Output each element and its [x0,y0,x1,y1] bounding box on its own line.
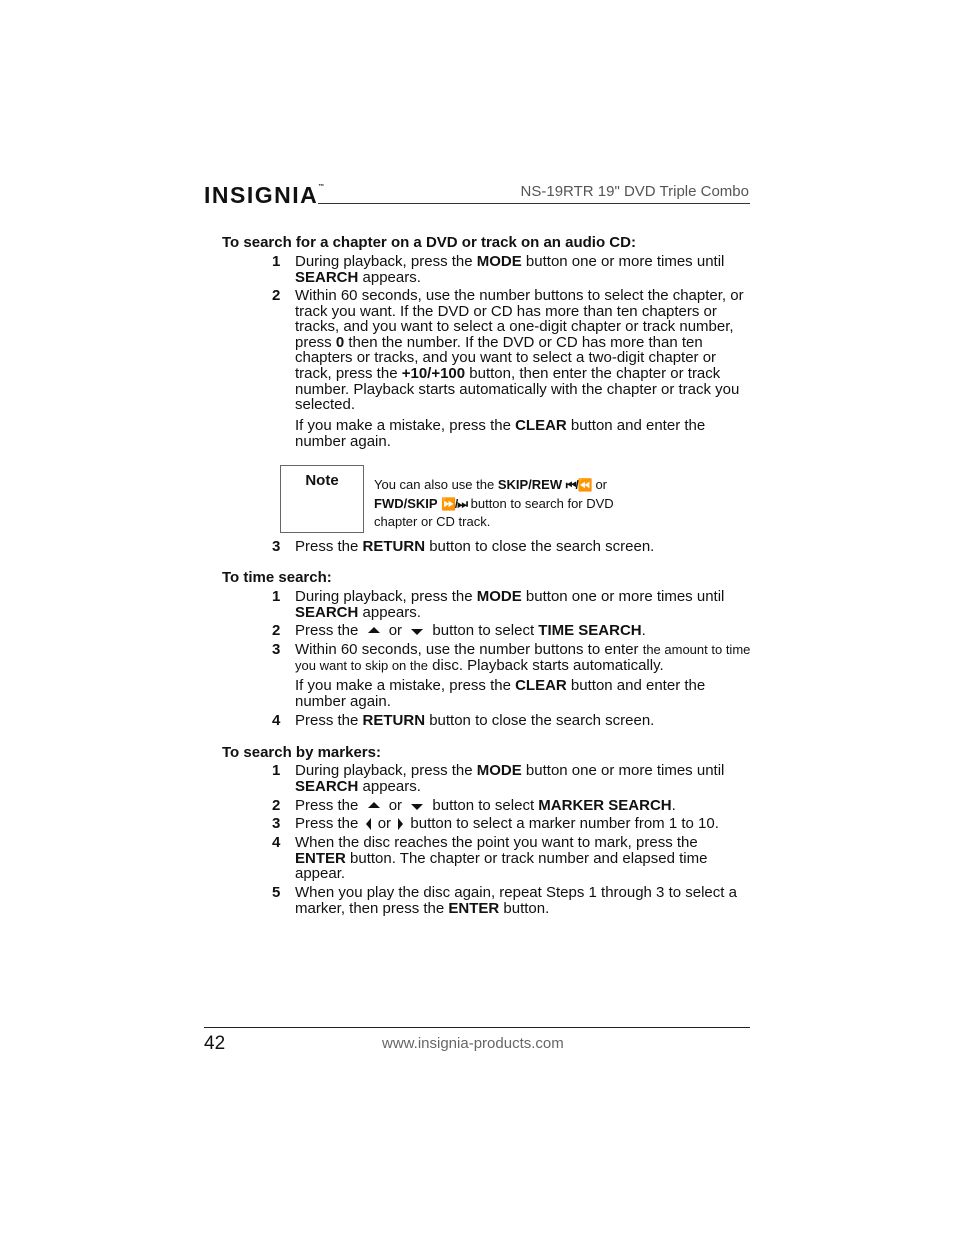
step-3: 3 Press the RETURN button to close the search screen. [272,538,655,555]
down-arrow-icon [411,629,423,635]
insignia-logo [204,182,324,209]
mistake-note: If you make a mistake, press the CLEAR button and enter the number again. [295,677,706,710]
up-arrow-icon [368,802,380,808]
step-1: 1 During playback, press the MODE button one or more times until SEARCH appears. [272,253,725,286]
page-number: 42 [204,1033,226,1054]
logo-text: INSIGNIA [204,182,319,208]
step-2: 2 Press the or button to select TIME SEARCH. [272,622,646,639]
right-arrow-icon [398,818,403,830]
step-3: 3 Press the or button to select a marker number from 1 to 10. [272,815,719,832]
step-3: 3 Within 60 seconds, use the number buttons to enter the amount to time you want to skip on the disc. Playback starts automatically. [272,641,751,674]
step-1: 1 During playback, press the MODE button one or more times until SEARCH appears. [272,588,725,621]
section-heading-markers: To search by markers: [222,744,381,761]
footer-rule [204,1027,750,1028]
step-1: 1 During playback, press the MODE button one or more times until SEARCH appears. [272,762,725,795]
header-rule [318,203,750,204]
up-arrow-icon [368,627,380,633]
step-2: 2 Press the or button to select MARKER SEARCH. [272,797,676,814]
down-arrow-icon [411,804,423,810]
step-4: 4 When the disc reaches the point you want to mark, press the ENTER button. The chapter or track number and elapsed time appear. [272,834,708,883]
skip-rew-icon: ⏮/⏪ [565,478,592,492]
section-heading-chapter-search: To search for a chapter on a DVD or track on an audio CD: [222,234,636,251]
step-4: 4 Press the RETURN button to close the search screen. [272,712,655,729]
header-title: NS-19RTR 19" DVD Triple Combo [520,183,749,200]
logo-trademark: ™ [318,184,325,190]
left-arrow-icon [366,818,371,830]
mistake-note: If you make a mistake, press the CLEAR button and enter the number again. [295,417,706,450]
step-5: 5 When you play the disc again, repeat Steps 1 through 3 to select a marker, then press the ENTER button. [272,884,737,917]
fwd-skip-icon: ⏩/⏭ [440,496,468,511]
note-label: Note [305,472,339,489]
note-text: You can also use the SKIP/REW ⏮/⏪ or FWD/SKIP ⏩/⏭ button to search for DVD chapter or CD track. [374,477,614,529]
section-heading-time-search: To time search: [222,569,332,586]
step-2: 2 Within 60 seconds, use the number buttons to select the chapter, or track you want. If the DVD or CD has more than ten chapters or tracks, and you want to select a one-digit chapter or track number, press 0 then the number. If the DVD or CD has more than ten chapters or tracks, and you want to select a two-digit chapter or track, press the +10/+100 button, then enter the chapter or track number. Playback starts automatically with the chapter or track you selected. [272,287,744,414]
footer-url[interactable]: www.insignia-products.com [382,1035,564,1052]
